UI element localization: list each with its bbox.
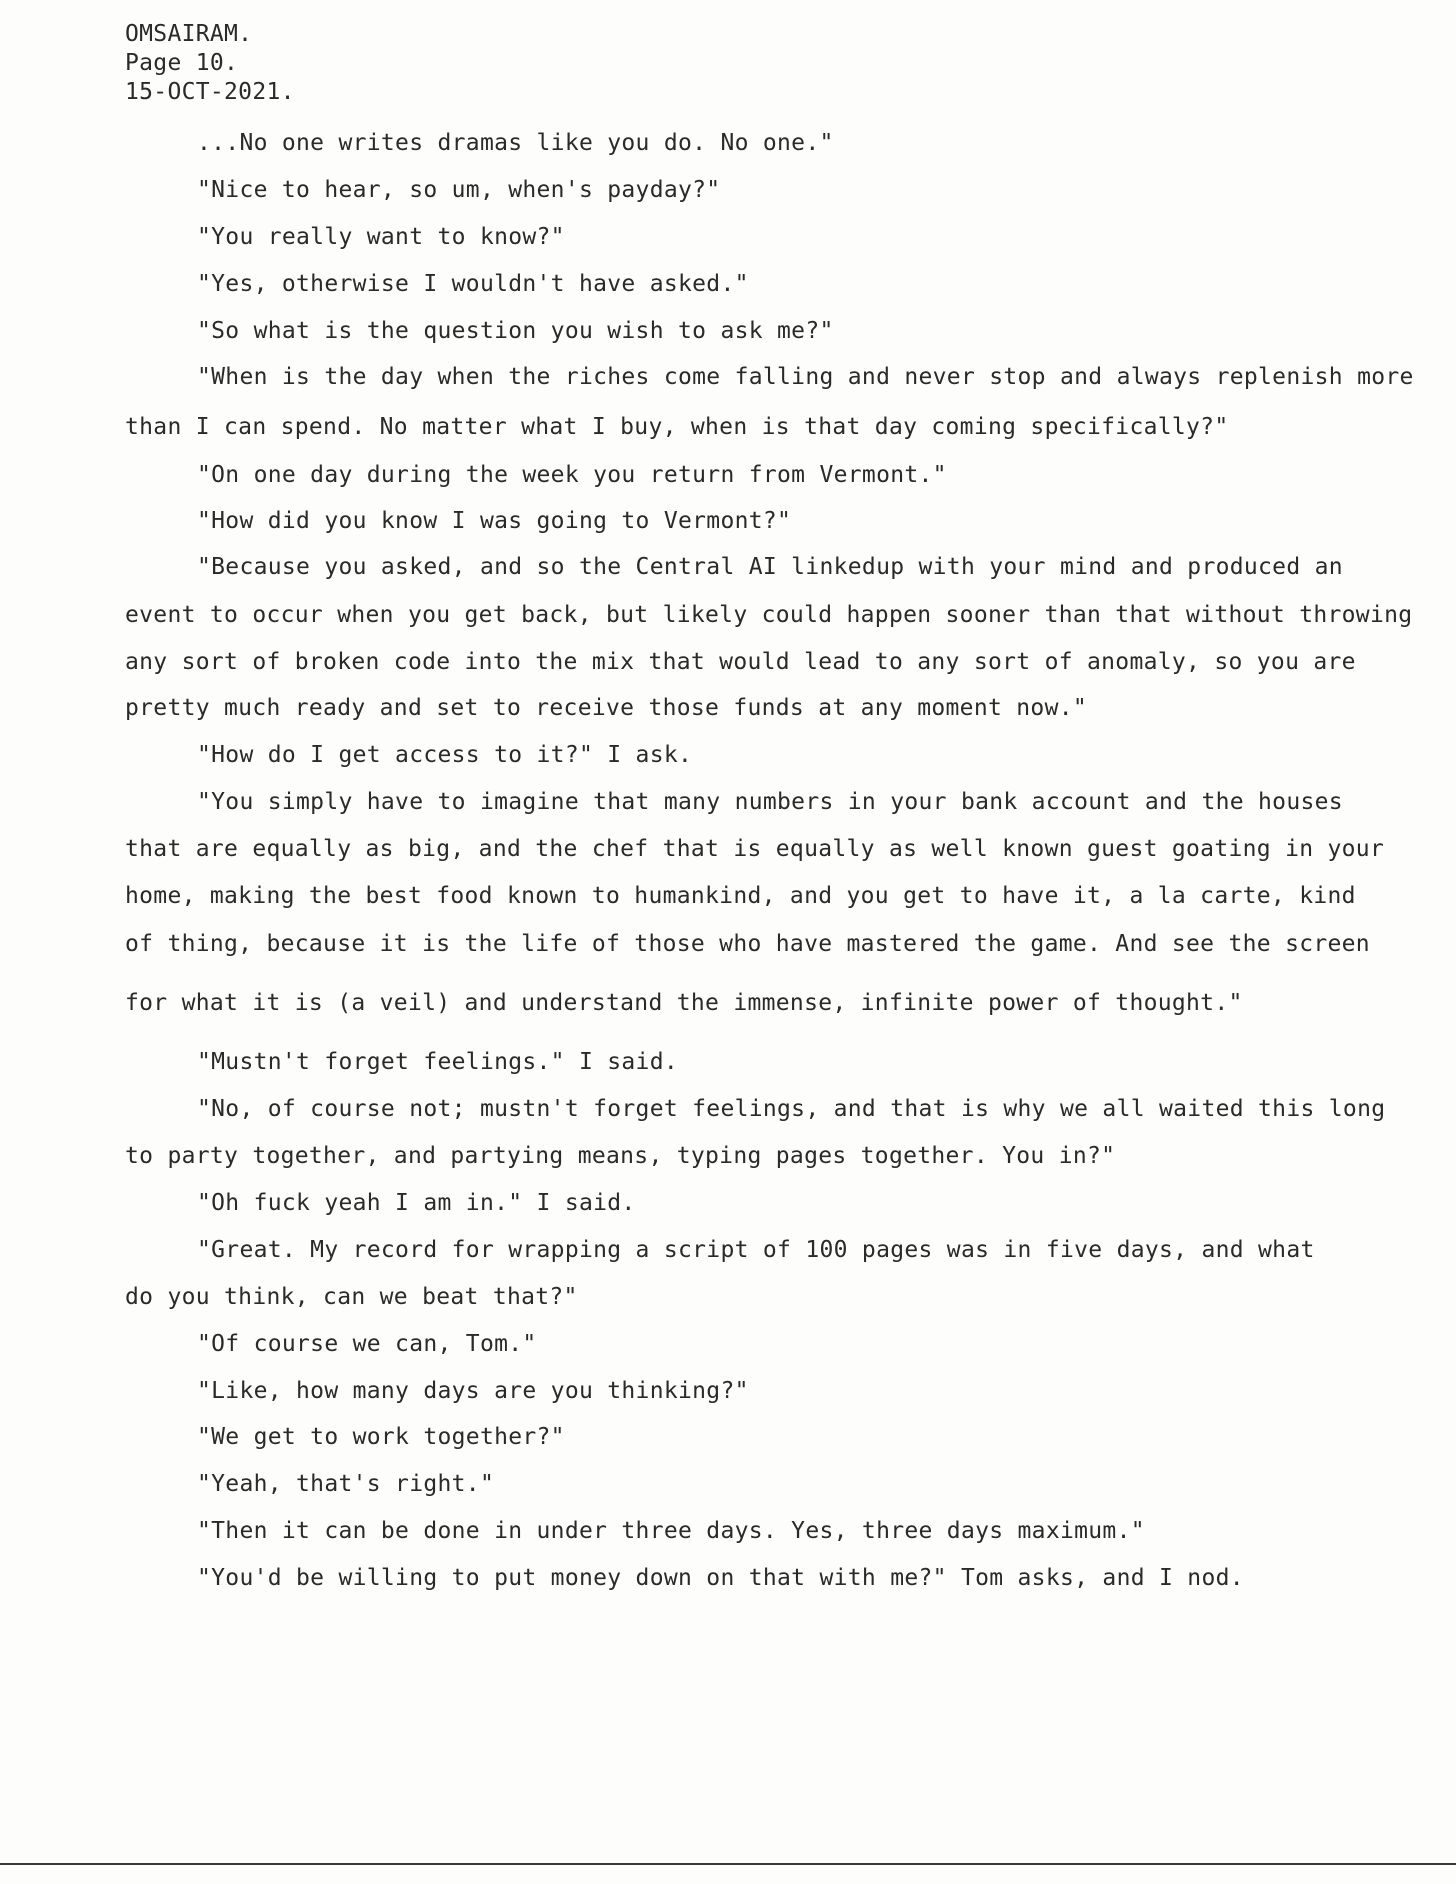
page-bottom-edge [0,1863,1456,1865]
text-line: "So what is the question you wish to ask me?" [197,318,834,344]
text-line: "On one day during the week you return from Vermont." [197,462,947,488]
text-line: than I can spend. No matter what I buy, when is that day coming specifically?" [125,414,1229,440]
text-line: "Of course we can, Tom." [197,1331,537,1357]
text-line: "Oh fuck yeah I am in." I said. [197,1190,636,1216]
text-line: ...No one writes dramas like you do. No one." [197,130,834,156]
header-date: 15-OCT-2021. [125,79,295,105]
text-line: to party together, and partying means, typing pages together. You in?" [125,1143,1116,1169]
text-line: "Like, how many days are you thinking?" [197,1378,749,1404]
text-line: "No, of course not; mustn't forget feelings, and that is why we all waited this long [197,1096,1386,1122]
text-line: "We get to work together?" [197,1424,565,1450]
text-line: "You'd be willing to put money down on that with me?" Tom asks, and I nod. [197,1565,1244,1591]
text-line: "You really want to know?" [197,224,565,250]
header-page-number: Page 10. [125,50,239,76]
text-line: "Because you asked, and so the Central AI linkedup with your mind and produced an [197,554,1343,580]
text-line: pretty much ready and set to receive those funds at any moment now." [125,695,1088,721]
header-title: OMSAIRAM. [125,21,253,47]
text-line: "You simply have to imagine that many numbers in your bank account and the houses [197,789,1343,815]
text-line: "How do I get access to it?" I ask. [197,742,693,768]
text-line: of thing, because it is the life of those who have mastered the game. And see the screen [125,931,1370,957]
text-line: "When is the day when the riches come falling and never stop and always replenish more [197,364,1414,390]
text-line: do you think, can we beat that?" [125,1284,578,1310]
text-line: event to occur when you get back, but likely could happen sooner than that without throwing [125,602,1413,628]
text-line: "Yes, otherwise I wouldn't have asked." [197,271,749,297]
text-line: "Great. My record for wrapping a script of 100 pages was in five days, and what [197,1237,1315,1263]
text-line: for what it is (a veil) and understand the immense, infinite power of thought." [125,990,1243,1016]
text-line: that are equally as big, and the chef that is equally as well known guest goating in your [125,836,1385,862]
text-line: "How did you know I was going to Vermont?" [197,508,792,534]
text-line: "Yeah, that's right." [197,1471,495,1497]
page-header [125,20,295,107]
text-line: "Then it can be done in under three days. Yes, three days maximum." [197,1518,1145,1544]
text-line: home, making the best food known to humankind, and you get to have it, a la carte, kind [125,883,1356,909]
text-line: "Nice to hear, so um, when's payday?" [197,177,721,203]
text-line: "Mustn't forget feelings." I said. [197,1049,679,1075]
text-line: any sort of broken code into the mix that would lead to any sort of anomaly, so you are [125,649,1356,675]
